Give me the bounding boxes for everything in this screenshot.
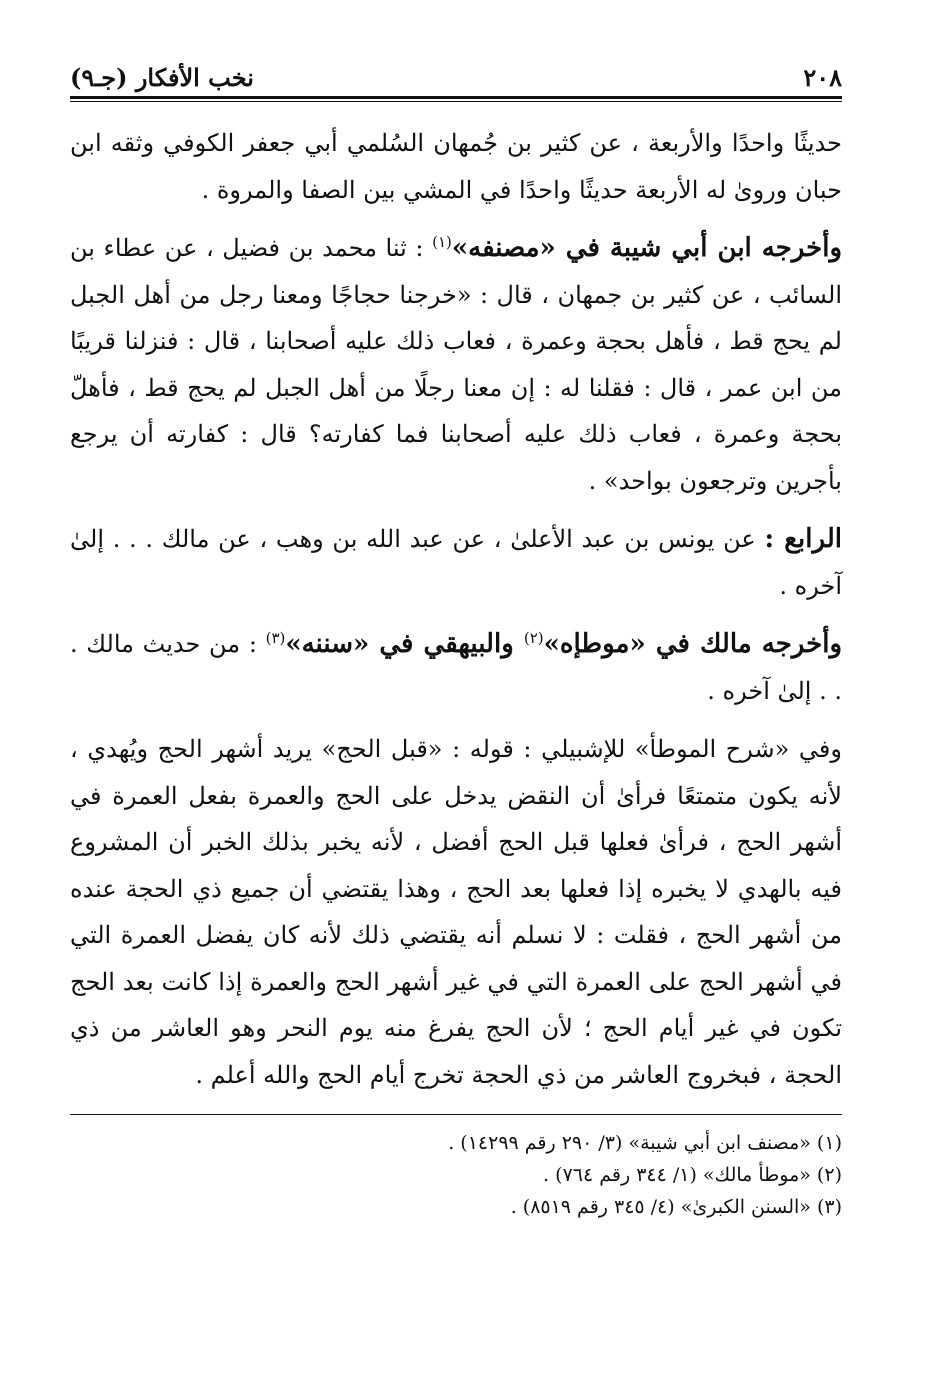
footnote-ref-1: (١) <box>432 233 452 251</box>
page-number: ٢٠٨ <box>803 63 842 92</box>
paragraph-1: حديثًا واحدًا والأربعة ، عن كثير بن جُمهان السُلمي أبي جعفر الكوفي وثقه ابن حبان وروىٰ له الأربعة حديثًا واحدًا في المشي بين الصفا والمروة . <box>70 129 842 204</box>
book-page <box>70 56 842 1223</box>
footnote-3: (٣) «السنن الكبرىٰ» (٤/ ٣٤٥ رقم ٨٥١٩) . <box>510 1196 842 1218</box>
page-header <box>70 56 842 92</box>
main-text <box>70 120 842 1098</box>
header-rule-thick <box>70 96 842 99</box>
footnote-rule <box>70 1114 842 1115</box>
paragraph-4-lead-b: والبيهقي في «سننه» <box>285 629 524 659</box>
footnotes <box>70 1127 842 1223</box>
header-rule-thin <box>70 101 842 102</box>
footnote-ref-3: (٣) <box>265 629 286 647</box>
paragraph-2: وأخرجه ابن أبي شيبة في «مصنفه»$^{(١)}$ : ثنا محمد بن فضيل ، عن عطاء بن السائب ، عن كثير بن جمهان ، قال : «خرجنا حجاجًا ومعنا رجل من أهل الجبل لم يحج قط ، فأهل بحجة وعمرة ، فعاب ذلك عليه أصحابنا ، قال : فنزلنا قريبًا من ابن عمر ، قال : فقلنا له : إن معنا رجلًا من أهل الجبل لم يحج قط ، فأهلّ بحجة وعمرة ، فعاب ذلك عليه أصحابنا فما كفارته؟ قال : كفارته أن يرجع بأجرين وترجعون بواحد» . <box>70 233 843 495</box>
paragraph-4: وأخرجه مالك في «موطإه»$^{(٢)}$ والبيهقي في «سننه»$^{(٣)}$ : من حديث مالك . . . إلىٰ آخره . <box>70 629 843 705</box>
book-title: نخب الأفكار (جـ٩) <box>70 63 254 92</box>
paragraph-4-lead-a: وأخرجه مالك في «موطإه» <box>543 629 843 659</box>
paragraph-3-lead: الرابع : <box>764 524 842 554</box>
footnote-2: (٢) «موطأ مالك» (١/ ٣٤٤ رقم ٧٦٤) . <box>543 1164 842 1186</box>
paragraph-2-lead: وأخرجه ابن أبي شيبة في «مصنفه» <box>451 233 843 263</box>
paragraph-5: وفي «شرح الموطأ» للإشبيلي : قوله : «قبل الحج» يريد أشهر الحج ويُهدي ، لأنه يكون متمتعًا فرأىٰ أن النقض يدخل على الحج والعمرة بفعل العمرة في أشهر الحج ، فرأىٰ فعلها قبل الحج أفضل ، لأنه يخبر بذلك الخبر أن المشروع فيه بالهدي لا يخبره إذا فعلها بعد الحج ، وهذا يقتضي أن جميع ذي الحجة عنده من أشهر الحج ، فقلت : لا نسلم أنه يقتضي ذلك لأنه كان يفضل العمرة التي في أشهر الحج على العمرة التي في غير أشهر الحج والعمرة إذا كانت بعد الحج تكون في غير أيام الحج ؛ لأن الحج يفرغ منه يوم النحر وهو العاشر من ذي الحجة ، فبخروج العاشر من ذي الحجة تخرج أيام الحج والله أعلم . <box>70 735 843 1089</box>
footnote-ref-2: (٢) <box>523 629 544 647</box>
footnote-1: (١) «مصنف ابن أبي شيبة» (٣/ ٢٩٠ رقم ١٤٢٩٩) . <box>448 1132 842 1154</box>
paragraph-3: الرابع : عن يونس بن عبد الأعلىٰ ، عن عبد الله بن وهب ، عن مالك . . . إلىٰ آخره . <box>70 524 842 600</box>
